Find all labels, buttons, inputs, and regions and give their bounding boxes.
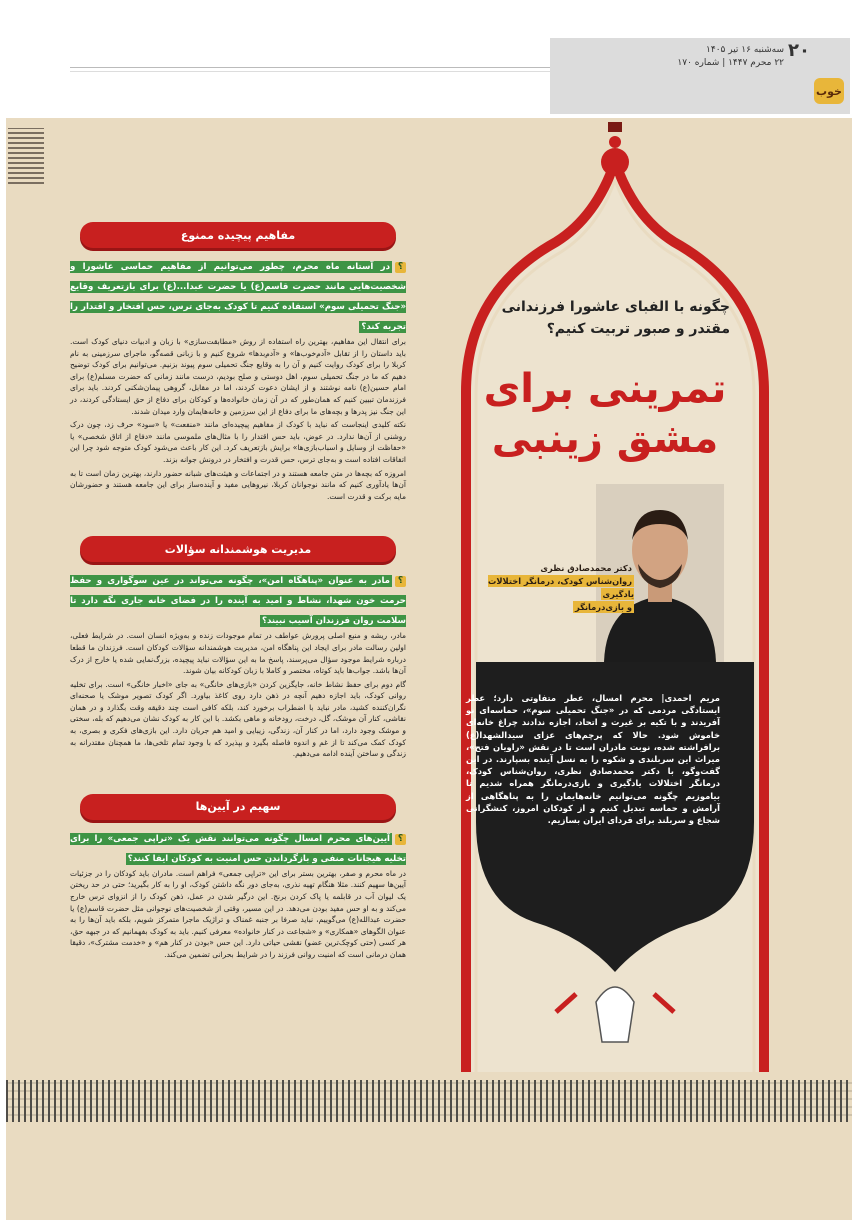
- interview-question: مادر به عنوان «پناهگاه امن»، چگونه می‌تواند در عین سوگواری و حفظ حرمت خون شهدا، نشاط و امید به آینده را در فضای خانه جاری نگه دارد تا سلامت روان فرزندان آسیب نبیند؟: [70, 576, 406, 627]
- interview-question: در آستانه ماه محرم، چطور می‌توانیم از مفاهیم حماسی عاشورا و شخصیت‌هایی مانند حضرت قاسم(ع) یا حضرت عبدا...(ع) برای بازتعریف وقایع «جنگ تحمیلی سوم» استفاده کنیم تا کودک به‌جای ترس، حس افتخار و اقتدار را تجربه کند؟: [70, 262, 406, 332]
- question-icon: ؟: [395, 576, 406, 587]
- answer-paragraph: مادر، ریشه و منبع اصلی پرورش عواطف در تمام موجودات زنده و به‌ویژه انسان است. در شرایط فعلی، اولین رسالت مادر برای ایجاد این پناهگاه امن، مدیریت هوشمندانه سؤالات کودکان است. فرزندان ما قطعا درباره شرایط موجود سؤال می‌پرسند، پاسخ ما به این سؤالات نباید پیچیده، بزرگ‌نمایی شده یا خارج از درک آن‌ها باشد. جواب‌ها باید کوتاه، مختصر و کاملا با زبان کودکانه بیان شوند.: [70, 631, 406, 676]
- issue-date: [677, 44, 784, 70]
- answer-paragraph: نکته کلیدی اینجاست که نباید با کودک از مفاهیم پیچیده‌ای مانند «منفعت» یا «سود» حرف زد، چون درک روشنی از آن‌ها ندارد. در عوض، باید حس اقتدار را با مثال‌های ملموسی مانند «دفاع از اتاق شخصی» یا «حفاظت از وسایل و اسباب‌بازی‌ها» برایش بازتعریف کرد. این کار باعث می‌شود کودک متوجه شود چرا این اتفاقات افتاده است و به‌جای ترس، حس قدرت و افتخار در درونش جوانه بزند.: [70, 420, 406, 464]
- section-heading: سهیم در آیین‌ها: [80, 794, 396, 820]
- author-role-2: و بازی‌درمانگر: [574, 602, 632, 612]
- section-complex-concepts: [70, 222, 406, 502]
- question-icon: ؟: [395, 834, 406, 845]
- answer-paragraph: امروزه که بچه‌ها در متن جامعه هستند و در اجتماعات و هیئت‌های شبانه حضور دارند، بهترین زمان است تا به آن‌ها یادآوری کنیم که مانند نوجوانان کربلا، نیروهایی مفید و آینده‌ساز برای این جامعه هستند و حضورشان مایه برکت و قدرت است.: [70, 468, 406, 501]
- article-intro: مریم احمدی| محرم امسال، عطر متفاوتی دارد؛ عطر ایستادگی مردمی که در «جنگ تحمیلی سوم»، حماسه‌ای نو آفریدند و با تکیه بر غیرت و اتحاد، اجازه ندادند چراغ خانه‌ای خاموش شود. حالا که پرچم‌های عزای سیدالشهدا(ع) برافراشته شده، نوبت مادران است تا در نقش «راویان فتح»، میراث این سربلندی و شکوه را به نسل آینده بسپارند. در این گفت‌وگو، با دکتر محمدصادق نظری، روان‌شناس کودک، درمانگر اختلالات یادگیری و بازی‌درمانگر همراه شدیم تا بیاموزیم چگونه می‌توانیم خانه‌هایمان را به پناهگاهی از آرامش و حماسه تبدیل کنیم و از کودکان امروز، کنشگرانی شجاع و سربلند برای فردای ایران بسازیم.: [466, 693, 720, 826]
- section-heading: مدیریت هوشمندانه سؤالات: [80, 536, 396, 562]
- header-rule-thin: [70, 71, 563, 72]
- section-rituals: [70, 794, 406, 961]
- question-icon: ؟: [395, 262, 406, 273]
- arch-emblem-icon: [596, 987, 634, 1042]
- arch-finial: [601, 148, 629, 176]
- magazine-logo: خوب: [814, 78, 844, 104]
- author-credit: [458, 562, 634, 614]
- ornamental-frieze: [6, 1080, 852, 1122]
- interview-question: آیین‌های محرم امسال چگونه می‌توانند نقش یک «تراپی جمعی» را برای تخلیه هیجانات منفی و بازگرداندن حس امنیت به کودکان ایفا کنند؟: [70, 833, 406, 864]
- issue-date-line2: ۲۲ محرم ۱۴۴۷ | شماره ۱۷۰: [677, 58, 784, 68]
- header-rule: [70, 67, 563, 68]
- page-number: ۲۰: [788, 40, 810, 61]
- author-name: دکتر محمدصادق نظری: [540, 563, 632, 573]
- author-role-1: روان‌شناس کودک، درمانگر اختلالات یادگیری: [488, 576, 634, 599]
- section-smart-questions: [70, 536, 406, 760]
- issue-date-line1: سه‌شنبه ۱۶ تیر ۱۴۰۵: [706, 45, 784, 55]
- section-heading: مفاهیم پیچیده ممنوع: [80, 222, 396, 248]
- article-heading: [480, 296, 730, 464]
- answer-paragraph: در ماه محرم و صفر، بهترین بستر برای این «تراپی جمعی» فراهم است. مادران باید کودکان را در جزئیات آیین‌ها سهیم کنند. مثلا هنگام تهیه نذری، به‌جای دور نگه داشتن کودک، او را به کار بگیرید؛ حتی در حد ریختن یک لیوان آب در قابلمه یا پاک کردن برنج. این درگیر شدن در عمل، ذهن کودک را از انزوای ترس خارج می‌کند و به او حس مفید بودن می‌دهد. در این مسیر، وقتی از شخصیت‌های نوجوانی مثل حضرت قاسم(ع) یا حضرت عبدالله(ع) می‌گوییم، نباید صرفا بر جنبه غمناک و تراژیک ماجرا متمرکز شویم، بلکه باید آن‌ها را به عنوان الگوهای «همکاری» و «شجاعت در کنار خانواده» معرفی کنیم. باید به کودک بفهمانیم که در جبهه حق، هر کسی (حتی کوچک‌ترین عضو) نقشی حیاتی دارد. این حس «بودن در کنار هم» و «خدمت مشترک»، دقیقا همان درمانی است که امنیت روانی فرزند را در شرایط بحرانی تضمین می‌کند.: [70, 868, 406, 959]
- answer-paragraph: برای انتقال این مفاهیم، بهترین راه استفاده از روش «مطابقت‌سازی» با زبان و ادبیات دنیای کودک است. باید داستان را از تقابل «آدم‌خوب‌ها» و «آدم‌بدها» شروع کنیم و با زبانی قصه‌گو، ماجرای سرزمینی به نام کربلا را برای کودک روایت کنیم و آن را به وقایع جنگ تحمیلی سوم پیوند بزنیم. می‌توانیم برای کودک توضیح دهیم که ما در جنگ تحمیلی سوم، اهل دوستی و صلح بودیم، درست مانند زمانی که حضرت مسلم(ع) برای امام حسین(ع) نامه نوشتند و از ایشان دعوت کردند، اما در مقابل، گروهی پیمان‌شکنی کردند. باید برای فرزندمان تبیین کنیم که همان‌طور که در آن زمان خانواده‌ها و کودکان برای دفاع از حق ایستادگی کردند، در این جنگ نیز پدرها و بچه‌های ما برای دفاع از این سرزمین و خانه‌هایمان وارد میدان شدند.: [70, 337, 406, 416]
- article-title: تمرینی برای مشق زینبی: [483, 366, 727, 462]
- qa-column: [70, 222, 406, 995]
- ornament-icon: [8, 128, 44, 184]
- answer-paragraph: گام دوم برای حفظ نشاط خانه، جایگزین کردن «بازی‌های خانگی» به جای «اخبار خانگی» است. برای تخلیه روانی کودک، باید اجازه دهیم آنچه در ذهن دارد روی کاغذ بیاورد. اگر کودک تصویر موشک یا صحنه‌ای نگران‌کننده کشید، مادر نباید با اضطراب برخورد کند، بلکه کافی است چند دقیقه وقت بگذارد و در همان نقاشی، کنار آن موشک، گل، درخت، رودخانه و ماهی بکشد. با این کار به کودک نشان می‌دهیم که بله، سختی و موشک وجود دارد، اما در کنار آن، زندگی، زیبایی و امید هم جریان دارد. این بازی‌های فکری و بصری، به کودک کمک می‌کند تا از غم و اندوه فاصله بگیرد و بپذیرد که با وجود تمام تلخی‌ها، ما همچنان مقتدرانه به زندگی و ساختن آینده ادامه می‌دهیم.: [70, 679, 406, 759]
- page-header: [0, 0, 858, 118]
- article-subtitle: چگونه با الفبای عاشورا فرزندانی مقتدر و صبور تربیت کنیم؟: [501, 299, 730, 337]
